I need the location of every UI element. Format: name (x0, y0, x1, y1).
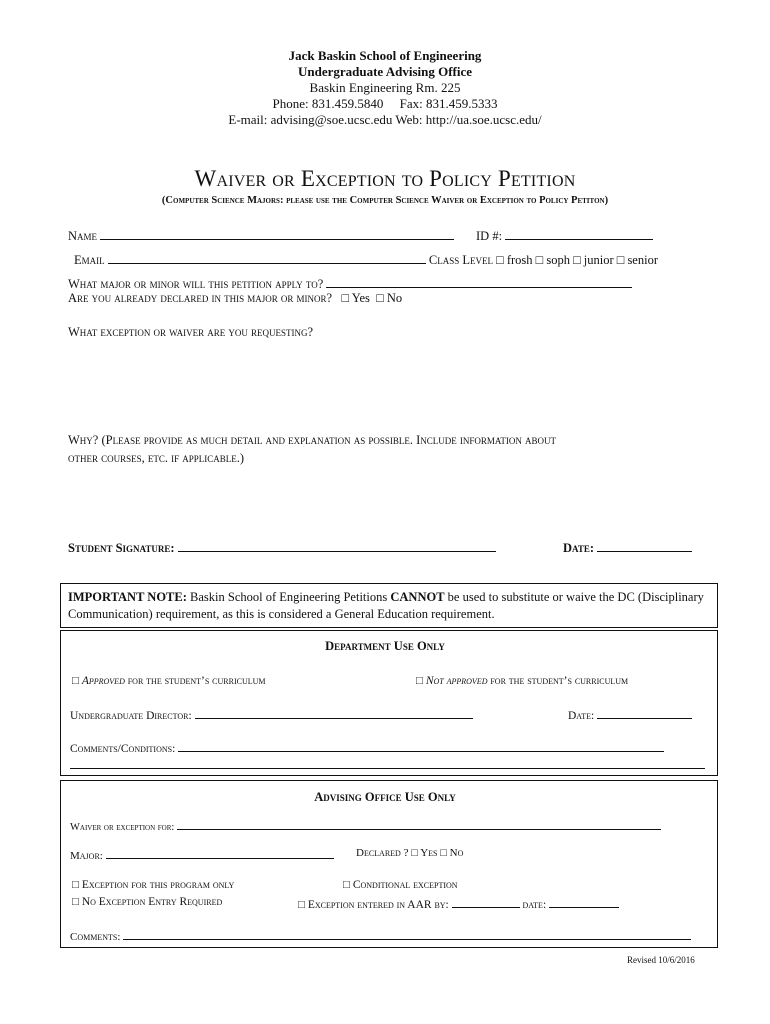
class-level-label: Class Level (428, 253, 493, 267)
checkbox-not-approved[interactable]: □ (416, 675, 423, 687)
frosh-label: frosh (506, 253, 533, 267)
exception-answer-area[interactable] (68, 345, 708, 425)
advising-major-field[interactable] (106, 847, 334, 859)
waiver-label: Waiver or exception for: (70, 822, 175, 833)
advising-use-box (60, 780, 718, 948)
advising-date-label: date: (522, 899, 547, 911)
declared-yes-label: Yes (351, 291, 370, 305)
by-label: by: (434, 899, 449, 911)
signature-label: Student Signature: (68, 541, 175, 555)
advising-yes-label: Yes (420, 847, 438, 859)
exception-program-label: Exception for this program only (81, 879, 235, 891)
name-row (68, 228, 454, 244)
page-title: Waiver or Exception to Policy Petition (194, 166, 576, 191)
name-field[interactable] (100, 228, 454, 240)
note-text-2: be used to substitute or waive the DC (Disciplinary Communication) requirement, as this is considered a General Education requirement. (68, 590, 704, 621)
student-date-row (563, 540, 692, 556)
exception-program-row (72, 879, 234, 891)
waiver-field[interactable] (177, 818, 661, 830)
approved-label: Approved (81, 675, 125, 687)
advising-comments-field[interactable] (123, 928, 691, 940)
not-approved-label: Not approved (425, 675, 488, 687)
checkbox-entered-aar[interactable]: □ (298, 899, 305, 911)
contact-email-web: E-mail: advising@soe.ucsc.edu Web: http://ua.soe.ucsc.edu/ (228, 112, 542, 127)
advising-no-label: No (449, 847, 464, 859)
major-question-row (68, 276, 632, 292)
not-approved-rest: for the student’s curriculum (487, 675, 629, 687)
checkbox-declared-yes[interactable]: □ (341, 291, 350, 305)
director-row (70, 707, 473, 722)
director-field[interactable] (195, 707, 473, 719)
conditional-label: Conditional exception (352, 879, 458, 891)
no-exception-label: No Exception Entry Required (81, 896, 223, 908)
checkbox-declared-no[interactable]: □ (376, 291, 384, 305)
approved-rest: for the student’s curriculum (124, 675, 266, 687)
advising-heading: Advising Office Use Only (314, 790, 456, 804)
signature-row (68, 540, 496, 556)
no-exception-row (72, 896, 222, 908)
department-heading: Department Use Only (325, 639, 445, 653)
fax-text: Fax: 831.459.5333 (399, 96, 498, 111)
email-field[interactable] (108, 252, 426, 264)
id-row (476, 228, 653, 244)
director-date-label: Date: (568, 710, 595, 722)
major-question: What major or minor will this petition apply to? (68, 277, 324, 291)
declared-row (68, 291, 402, 306)
contact-phone-fax (0, 96, 770, 112)
advising-date-field[interactable] (549, 896, 619, 908)
note-text-1: Baskin School of Engineering Petitions (186, 590, 391, 604)
declared-no-label: No (386, 291, 403, 305)
waiver-row (70, 818, 661, 833)
student-date-field[interactable] (597, 540, 692, 552)
director-date-field[interactable] (597, 707, 692, 719)
checkbox-advising-no[interactable]: □ (440, 847, 447, 859)
not-approved-row (416, 675, 628, 687)
comments-conditions-label: Comments/Conditions: (70, 743, 176, 755)
checkbox-conditional[interactable]: □ (343, 879, 350, 891)
exception-question: What exception or waiver are you requesting? (68, 325, 314, 339)
senior-label: senior (627, 253, 658, 267)
email-row (74, 252, 658, 268)
email-label: Email (74, 253, 105, 267)
why-question-line1: Why? (Please provide as much detail and explanation as possible. Include information about (68, 433, 557, 447)
office-room: Baskin Engineering Rm. 225 (309, 80, 461, 95)
by-field[interactable] (452, 896, 520, 908)
phone-text: Phone: 831.459.5840 (272, 96, 384, 111)
id-field[interactable] (505, 228, 653, 240)
major-field[interactable] (326, 276, 632, 288)
checkbox-no-exception[interactable]: □ (72, 896, 79, 908)
why-answer-area[interactable] (68, 470, 708, 530)
important-note-text (68, 589, 713, 623)
approved-row (72, 675, 266, 687)
student-date-label: Date: (563, 541, 595, 555)
checkbox-soph[interactable]: □ (535, 253, 544, 267)
checkbox-advising-yes[interactable]: □ (411, 847, 418, 859)
advising-major-row (70, 847, 334, 862)
comments-conditions-row (70, 740, 664, 755)
id-label: ID #: (476, 229, 503, 243)
checkbox-junior[interactable]: □ (573, 253, 581, 267)
advising-major-label: Major: (70, 850, 103, 862)
advising-comments-row (70, 928, 691, 943)
why-question-line2: other courses, etc. if applicable.) (68, 451, 245, 465)
advising-comments-label: Comments: (70, 931, 121, 943)
junior-label: junior (583, 253, 614, 267)
school-name: Jack Baskin School of Engineering (288, 48, 482, 63)
conditional-row (343, 879, 458, 891)
checkbox-frosh[interactable]: □ (496, 253, 504, 267)
page-subtitle: (Computer Science Majors: please use the Computer Science Waiver or Exception to Policy Petiton) (161, 195, 609, 206)
entered-aar-row (298, 896, 619, 911)
director-label: Undergraduate Director: (70, 710, 192, 722)
revised-date: Revised 10/6/2016 (627, 955, 695, 965)
name-label: Name (68, 229, 98, 243)
checkbox-senior[interactable]: □ (616, 253, 625, 267)
comments-conditions-line-2[interactable] (70, 768, 705, 769)
checkbox-exception-program[interactable]: □ (72, 879, 79, 891)
entered-aar-label: Exception entered in AAR (307, 899, 432, 911)
signature-field[interactable] (178, 540, 496, 552)
advising-declared-row (356, 847, 463, 859)
soph-label: soph (546, 253, 570, 267)
office-name: Undergraduate Advising Office (297, 64, 473, 79)
director-date-row (568, 707, 692, 722)
comments-conditions-field[interactable] (178, 740, 664, 752)
advising-declared-label: Declared ? (356, 847, 409, 859)
declared-question: Are you already declared in this major or minor? (68, 291, 333, 305)
note-lead: IMPORTANT NOTE: (68, 590, 187, 604)
note-cannot: CANNOT (390, 590, 445, 604)
checkbox-approved[interactable]: □ (72, 675, 79, 687)
